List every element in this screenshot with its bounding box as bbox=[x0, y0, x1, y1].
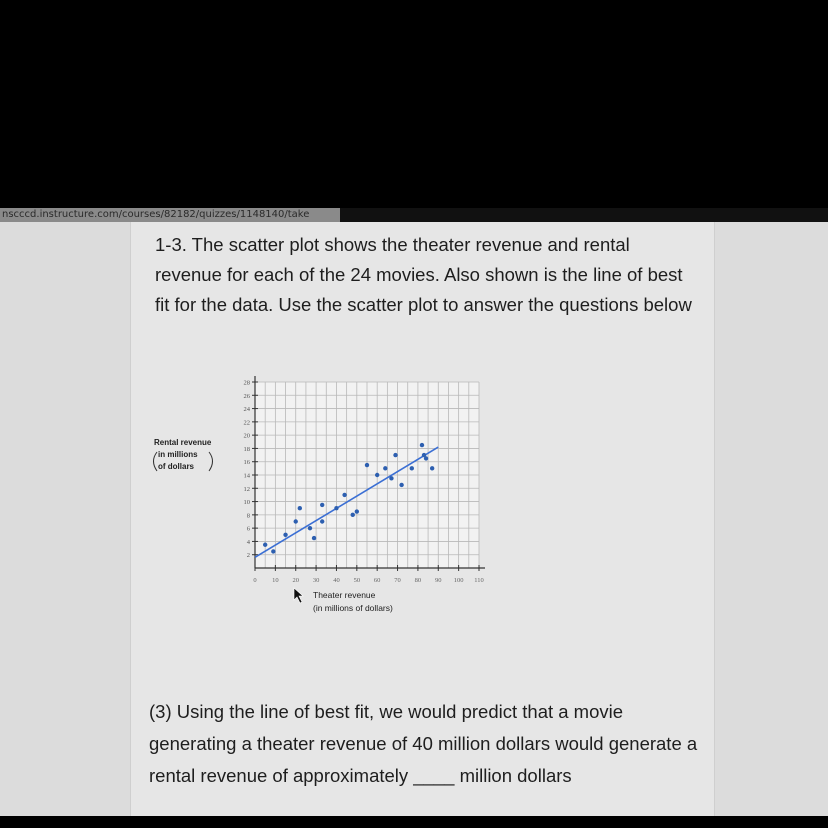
y-axis-label-line: Rental revenue bbox=[154, 438, 212, 447]
y-tick-label: 16 bbox=[243, 459, 250, 467]
y-axis-label-line: of dollars bbox=[158, 462, 195, 471]
data-point bbox=[375, 473, 379, 477]
y-tick-label: 4 bbox=[246, 538, 250, 546]
y-tick-label: 6 bbox=[246, 525, 250, 533]
data-point bbox=[312, 536, 316, 540]
url-bar[interactable]: nscccd.instructure.com/courses/82182/quizzes/1148140/take bbox=[0, 208, 340, 222]
data-point bbox=[294, 519, 298, 523]
data-point bbox=[422, 453, 426, 457]
data-point bbox=[383, 466, 387, 470]
x-tick-label: 80 bbox=[414, 577, 422, 584]
scatter-chart bbox=[131, 360, 716, 650]
mouse-cursor-icon bbox=[294, 588, 303, 603]
x-tick-label: 70 bbox=[394, 577, 401, 584]
x-tick-label: 0 bbox=[253, 577, 257, 584]
y-tick-label: 8 bbox=[246, 512, 250, 520]
data-point bbox=[320, 503, 324, 507]
data-point bbox=[365, 463, 369, 467]
x-tick-label: 60 bbox=[373, 577, 381, 584]
x-tick-label: 40 bbox=[333, 577, 340, 584]
y-axis-label-line: in millions bbox=[158, 450, 198, 459]
data-point bbox=[430, 466, 434, 470]
x-tick-label: 100 bbox=[453, 577, 464, 584]
question-prompt: 1-3. The scatter plot shows the theater revenue and rental revenue for each of the 24 movies. Also shown is the line of best fit for the data. Use the scatter plot to answer the questions below bbox=[155, 234, 692, 315]
x-tick-label: 30 bbox=[312, 577, 320, 584]
y-label-paren-right bbox=[209, 452, 213, 471]
data-point bbox=[342, 493, 346, 497]
y-label-paren-left bbox=[154, 452, 158, 471]
x-tick-label: 50 bbox=[353, 577, 361, 584]
y-tick-label: 24 bbox=[243, 406, 250, 414]
y-tick-label: 20 bbox=[243, 432, 250, 440]
y-tick-label: 14 bbox=[243, 472, 250, 480]
y-tick-label: 18 bbox=[243, 445, 250, 453]
bottom-bar bbox=[0, 816, 828, 828]
subquestion-text: (3) Using the line of best fit, we would predict that a movie generating a theater revenue of 40 million dollars would generate a rental revenue of approximately ____ million dollars bbox=[149, 701, 698, 786]
data-point bbox=[320, 519, 324, 523]
y-tick-label: 10 bbox=[243, 499, 250, 507]
data-point bbox=[283, 533, 287, 537]
data-point bbox=[399, 483, 403, 487]
y-tick-label: 22 bbox=[243, 419, 250, 427]
screen bbox=[0, 208, 828, 816]
x-axis-label-line: Theater revenue bbox=[313, 590, 376, 600]
x-tick-label: 90 bbox=[435, 577, 442, 584]
y-tick-label: 28 bbox=[243, 379, 250, 387]
data-point bbox=[420, 443, 424, 447]
quiz-content bbox=[130, 222, 715, 816]
data-point bbox=[355, 509, 359, 513]
data-point bbox=[410, 466, 414, 470]
scatter-chart-container bbox=[131, 360, 716, 650]
data-point bbox=[351, 513, 355, 517]
x-tick-label: 110 bbox=[474, 577, 484, 584]
data-point bbox=[393, 453, 397, 457]
y-tick-label: 12 bbox=[243, 485, 250, 493]
y-tick-label: 26 bbox=[243, 392, 250, 400]
x-tick-label: 10 bbox=[272, 577, 279, 584]
data-point bbox=[389, 476, 393, 480]
data-point bbox=[308, 526, 312, 530]
data-point bbox=[334, 506, 338, 510]
x-tick-label: 20 bbox=[292, 577, 299, 584]
data-point bbox=[263, 543, 267, 547]
data-point bbox=[298, 506, 302, 510]
x-axis-label-line: (in millions of dollars) bbox=[313, 603, 393, 613]
y-tick-label: 2 bbox=[246, 552, 250, 560]
data-point bbox=[271, 549, 275, 553]
